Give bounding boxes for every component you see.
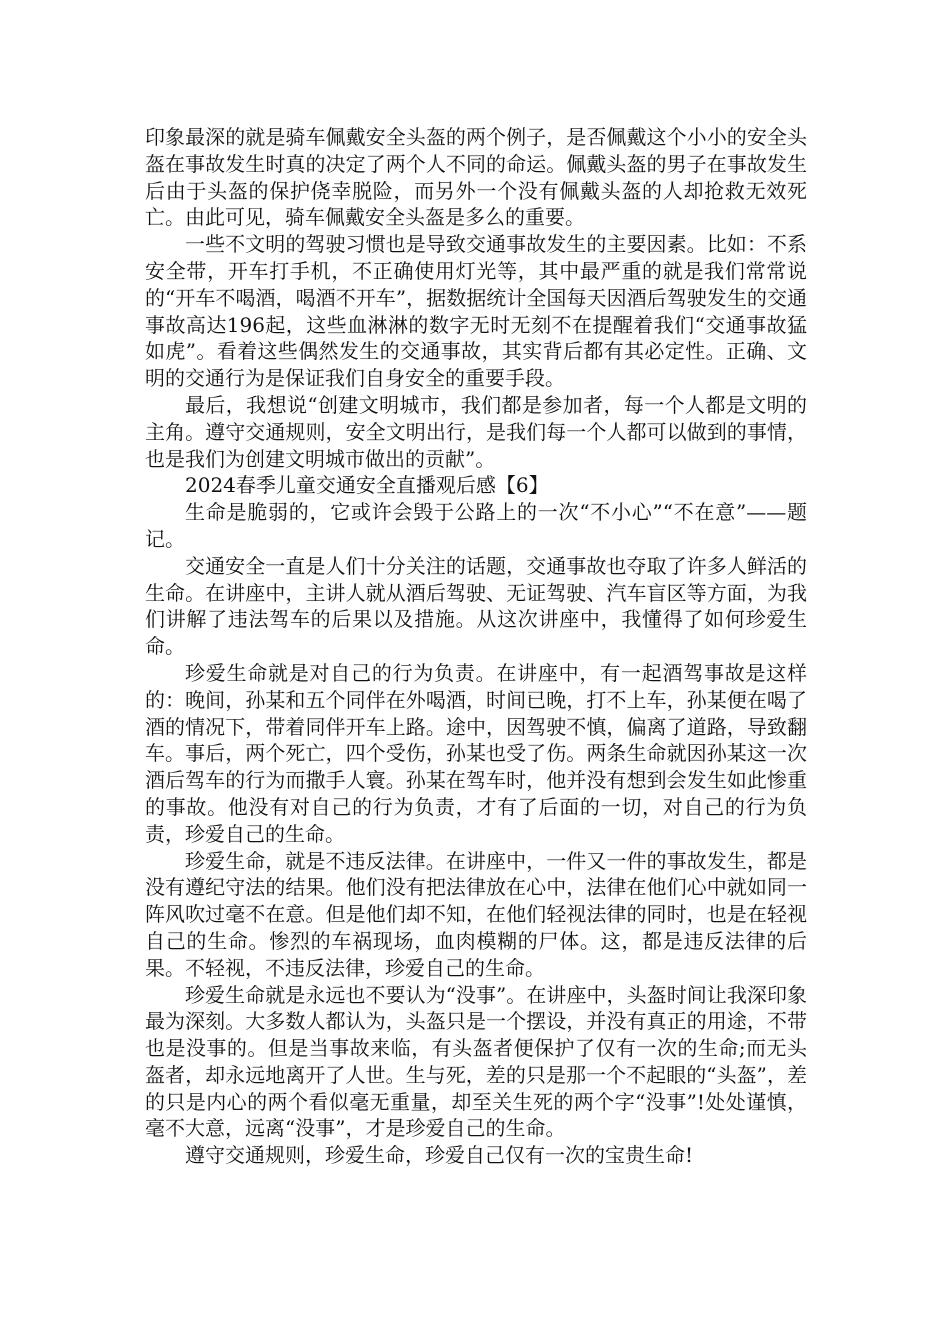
paragraph-9: 珍爱生命就是永远也不要认为“没事”。在讲座中，头盔时间让我深印象最为深刻。大多数人都认为，头盔只是一个摆设，并没有真正的用途，不带也是没事的。但是当事故来临，有头盔者便保护了仅有一次的生命;而无头盔者，却永远地离开了人世。生与死，差的只是那一个不起眼的“头盔”，差的只是内心的两个看似毫无重量，却至关生死的两个字“没事”!处处谨慎，毫不大意，远离“没事”，才是珍爱自己的生命。: [145, 982, 807, 1141]
section-heading: 2024春季儿童交通安全直播观后感【6】: [185, 473, 549, 498]
paragraph-10: 遵守交通规则，珍爱生命，珍爱自己仅有一次的宝贵生命!: [185, 1143, 694, 1168]
paragraph-2: 一些不文明的驾驶习惯也是导致交通事故发生的主要因素。比如：不系安全带，开车打手机，不正确使用灯光等，其中最严重的就是我们常常说的“开车不喝酒，喝酒不开车”，据数据统计全国每天因酒后驾驶发生的交通事故高达196起，这些血淋淋的数字无时无刻不在提醒着我们“交通事故猛如虎”。看着这些偶然发生的交通事故，其实背后都有其必定性。正确、文明的交通行为是保证我们自身安全的重要手段。: [145, 232, 807, 391]
epigraph: 生命是脆弱的，它或许会毁于公路上的一次“不小心”“不在意”——题记。: [145, 500, 807, 551]
paragraph-1: 印象最深的就是骑车佩戴安全头盔的两个例子，是否佩戴这个小小的安全头盔在事故发生时真的决定了两个人不同的命运。佩戴头盔的男子在事故发生后由于头盔的保护侥幸脱险，而另外一个没有佩戴头盔的人却抢救无效死亡。由此可见，骑车佩戴安全头盔是多么的重要。: [145, 125, 807, 230]
paragraph-8: 珍爱生命，就是不违反法律。在讲座中，一件又一件的事故发生，都是没有遵纪守法的结果。他们没有把法律放在心中，法律在他们心中就如同一阵风吹过毫不在意。但是他们却不知，在他们轻视法律的同时，也是在轻视自己的生命。惨烈的车祸现场，血肉模糊的尸体。这，都是违反法律的后果。不轻视，不违反法律，珍爱自己的生命。: [145, 848, 807, 980]
paragraph-6: 交通安全一直是人们十分关注的话题，交通事故也夺取了许多人鲜活的生命。在讲座中，主讲人就从酒后驾驶、无证驾驶、汽车盲区等方面，为我们讲解了违法驾车的后果以及措施。从这次讲座中，我懂得了如何珍爱生命。: [145, 553, 807, 659]
paragraph-7: 珍爱生命就是对自己的行为负责。在讲座中，有一起酒驾事故是这样的：晚间，孙某和五个同伴在外喝酒，时间已晚，打不上车，孙某便在喝了酒的情况下，带着同伴开车上路。途中，因驾驶不慎，偏离了道路，导致翻车。事后，两个死亡，四个受伤，孙某也受了伤。两条生命就因孙某这一次酒后驾车的行为而撒手人寰。孙某在驾车时，他并没有想到会发生如此惨重的事故。他没有对自己的行为负责，才有了后面的一切，对自己的行为负责，珍爱自己的生命。: [145, 660, 807, 846]
paragraph-3: 最后，我想说“创建文明城市，我们都是参加者，每一个人都是文明的主角。遵守交通规则，安全文明出行，是我们每一个人都可以做到的事情，也是我们为创建文明城市做出的贡献”。: [145, 392, 807, 471]
document-body: [145, 124, 807, 1169]
